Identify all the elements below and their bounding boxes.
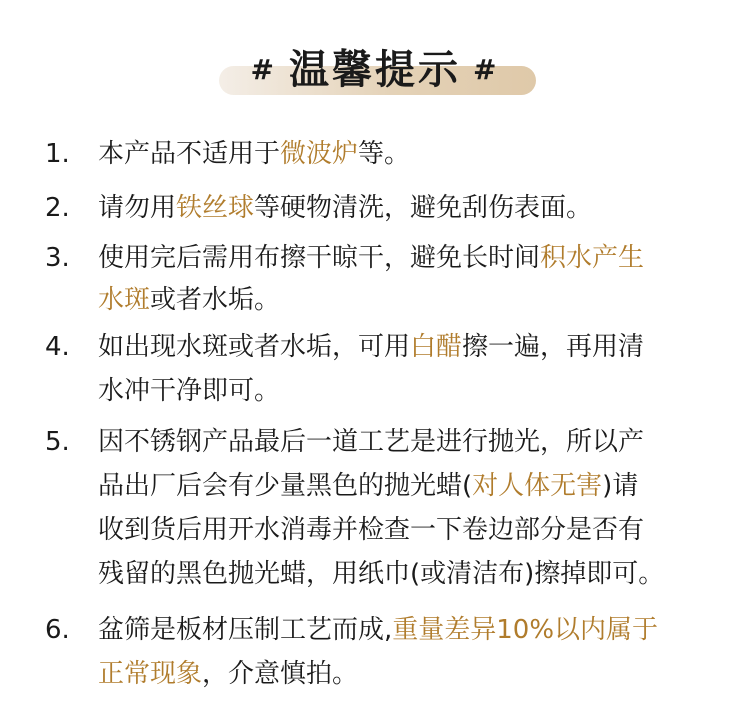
tip-highlight: 对人体无害 — [472, 471, 603, 501]
title-banner — [0, 38, 750, 102]
tip-line — [98, 608, 658, 652]
tip-highlight: 积水产生 — [540, 243, 645, 273]
tip-highlight: 水斑 — [98, 285, 151, 315]
tip-number: 5. — [45, 427, 70, 457]
tip-text: 收到货后用开水消毒并检查一下卷边部分是否有 — [98, 515, 645, 545]
tip-text: 水冲干净即可。 — [98, 376, 281, 406]
tip-number: 6. — [45, 615, 70, 645]
tip-line — [98, 236, 644, 280]
tip-highlight: 铁丝球 — [176, 193, 255, 223]
tip-line — [98, 464, 638, 508]
tip-highlight: 白醋 — [410, 332, 463, 362]
tip-text: 如出现水斑或者水垢，可用 — [98, 332, 411, 362]
tip-text: 残留的黑色抛光蜡，用纸巾(或清洁布)擦掉即可。 — [98, 559, 665, 589]
tip-number: 3. — [45, 243, 70, 273]
tip-text: 盆筛是板材压制工艺而成, — [98, 615, 393, 645]
tip-text: 请勿用 — [98, 193, 177, 223]
tip-number: 4. — [45, 332, 70, 362]
title-hash-right: # — [473, 53, 500, 86]
title-text: 温馨提示 — [289, 47, 461, 93]
tip-line — [98, 132, 410, 176]
title-hash-left: # — [250, 53, 277, 86]
tip-highlight: 微波炉 — [280, 139, 359, 169]
tip-text: 因不锈钢产品最后一道工艺是进行抛光，所以产 — [98, 427, 645, 457]
tip-text: 本产品不适用于 — [98, 139, 281, 169]
tip-text: 等。 — [358, 139, 411, 169]
tip-line — [98, 325, 644, 369]
tip-line — [98, 508, 644, 552]
tip-line — [98, 369, 280, 413]
tip-line — [98, 552, 664, 596]
tip-highlight: 重量差异10%以内属于 — [392, 615, 659, 645]
tip-text: 品出厂后会有少量黑色的抛光蜡( — [98, 471, 473, 501]
tip-number: 1. — [45, 139, 70, 169]
tip-highlight: 正常现象 — [98, 659, 203, 689]
tip-line — [98, 420, 644, 464]
tip-text: 或者水垢。 — [150, 285, 281, 315]
tip-text: 使用完后需用布擦干晾干，避免长时间 — [98, 243, 541, 273]
tip-line — [98, 186, 592, 230]
tip-line — [98, 652, 358, 696]
page-title — [0, 38, 750, 102]
tip-line — [98, 278, 280, 322]
tip-text: )请 — [602, 471, 639, 501]
tip-number: 2. — [45, 193, 70, 223]
tip-text: 等硬物清洗，避免刮伤表面。 — [254, 193, 593, 223]
tip-text: 擦一遍，再用清 — [462, 332, 645, 362]
tip-text: ，介意慎拍。 — [202, 659, 359, 689]
